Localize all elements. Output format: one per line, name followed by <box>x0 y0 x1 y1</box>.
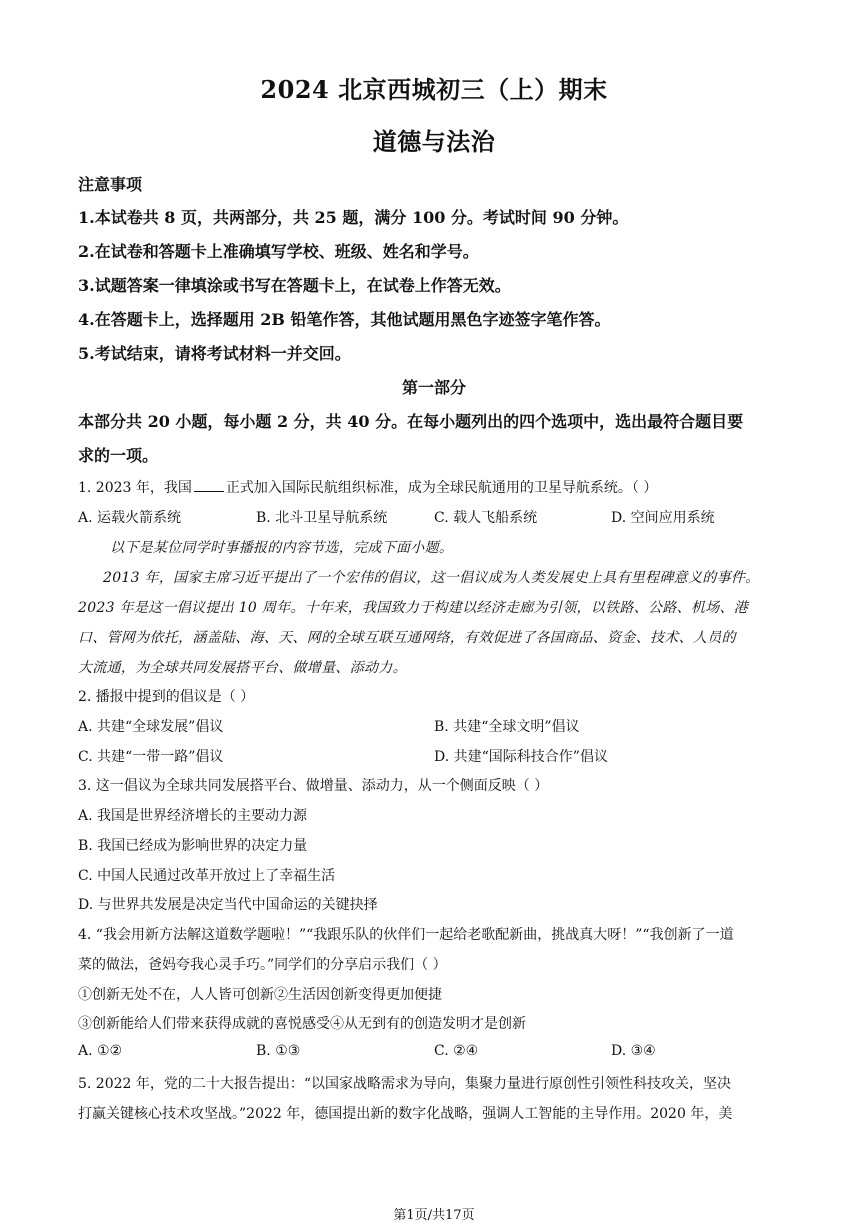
option-c: C. 中国人民通过改革开放过上了幸福生活 <box>78 868 336 884</box>
material-intro: 以下是某位同学时事播报的内容节选，完成下面小题。 <box>110 540 454 556</box>
option-c: C. 共建“一带一路”倡议 <box>78 749 224 765</box>
question-5-stem: 5. 2022 年，党的二十大报告提出：“以国家战略需求为导向，集聚力量进行原创性引领性科技攻关，坚决 <box>78 1076 732 1092</box>
material-line: 2013 年，国家主席习近平提出了一个宏伟的倡议，这一倡议成为人类发展史上具有里程碑意义的事件。 <box>103 570 760 586</box>
question-4-statements: ③创新能给人们带来获得成就的喜悦感受④从无到有的创造发明才是创新 <box>78 1016 526 1032</box>
question-1-stem-b: 正式加入国际民航组织标准，成为全球民航通用的卫星导航系统。（ ） <box>225 480 658 496</box>
option-d: D. 共建“国际科技合作”倡议 <box>434 749 608 765</box>
option-a: A. ①② <box>78 1043 123 1059</box>
question-1-stem <box>78 477 798 497</box>
option-d: D. ③④ <box>611 1043 656 1059</box>
material-line: 大流通，为全球共同发展搭平台、做增量、添动力。 <box>78 660 407 676</box>
question-1-stem-a: 1. 2023 年，我国 <box>78 480 192 496</box>
question-4-stem: 菜的做法，爸妈夸我心灵手巧。”同学们的分享启示我们（ ） <box>78 957 447 973</box>
option-c: C. 载人飞船系统 <box>434 510 538 526</box>
option-b: B. ①③ <box>256 1043 301 1059</box>
notice-item: 5.考试结束，请将考试材料一并交回。 <box>78 344 351 363</box>
exam-title: 2024 北京西城初三（上）期末 <box>260 75 608 104</box>
option-a: A. 我国是世界经济增长的主要动力源 <box>78 808 308 824</box>
notice-item: 4.在答题卡上，选择题用 2B 铅笔作答，其他试题用黑色字迹签字笔作答。 <box>78 310 611 329</box>
material-line: 口、管网为依托，涵盖陆、海、天、网的全球互联互通网络，有效促进了各国商品、资金、技术、人员的 <box>78 630 736 646</box>
option-d: D. 与世界共发展是决定当代中国命运的关键抉择 <box>78 897 378 913</box>
notice-item: 1.本试卷共 8 页，共两部分，共 25 题，满分 100 分。考试时间 90 分钟。 <box>78 208 629 227</box>
question-2-stem: 2. 播报中提到的倡议是（ ） <box>78 689 255 705</box>
part-heading: 第一部分 <box>401 378 466 397</box>
material-line: 2023 年是这一倡议提出 10 周年。十年来，我国致力于构建以经济走廊为引领，以铁路、公路、机场、港 <box>78 600 749 616</box>
question-4-stem: 4. “我会用新方法解这道数学题啦！”“我跟乐队的伙伴们一起给老歌配新曲，挑战真大呀！”“我创新了一道 <box>78 927 734 943</box>
notice-item: 3.试题答案一律填涂或书写在答题卡上，在试卷上作答无效。 <box>78 276 511 295</box>
question-5-stem: 打赢关键核心技术攻坚战。”2022 年，德国提出新的数字化战略，强调人工智能的主导作用。2020 年，美 <box>78 1106 733 1122</box>
option-a: A. 运载火箭系统 <box>78 510 182 526</box>
part-instruction: 本部分共 20 小题，每小题 2 分，共 40 分。在每小题列出的四个选项中，选出最符合题目要 <box>78 412 744 431</box>
part-instruction: 求的一项。 <box>78 446 159 465</box>
question-3-stem: 3. 这一倡议为全球共同发展搭平台、做增量、添动力，从一个侧面反映（ ） <box>78 778 549 794</box>
page-footer: 第1页/共17页 <box>393 1208 475 1223</box>
option-d: D. 空间应用系统 <box>611 510 715 526</box>
option-b: B. 北斗卫星导航系统 <box>256 510 388 526</box>
notice-heading: 注意事项 <box>78 175 143 194</box>
subject-title: 道德与法治 <box>372 127 496 156</box>
option-b: B. 我国已经成为影响世界的决定力量 <box>78 838 308 854</box>
option-a: A. 共建“全球发展”倡议 <box>78 719 224 735</box>
answer-blank <box>194 477 224 492</box>
question-4-statements: ①创新无处不在，人人皆可创新②生活因创新变得更加便捷 <box>78 987 442 1003</box>
notice-item: 2.在试卷和答题卡上准确填写学校、班级、姓名和学号。 <box>78 242 479 261</box>
option-c: C. ②④ <box>434 1043 479 1059</box>
option-b: B. 共建“全球文明”倡议 <box>434 719 580 735</box>
